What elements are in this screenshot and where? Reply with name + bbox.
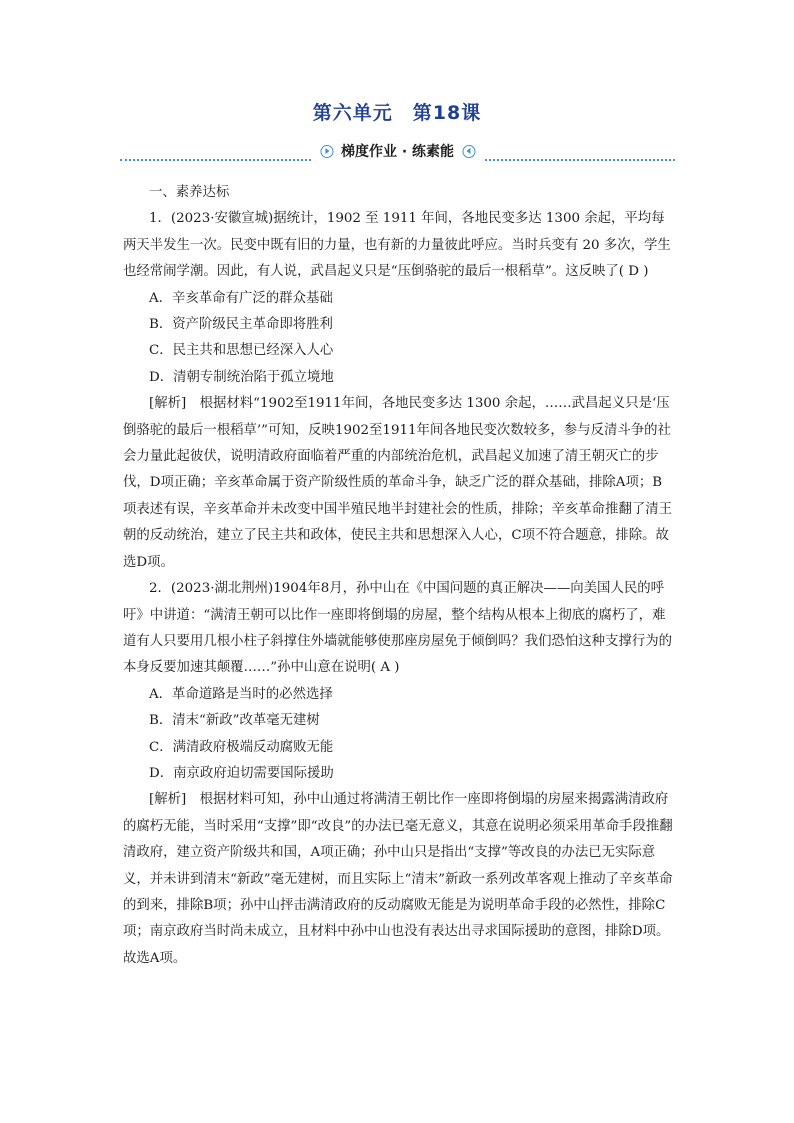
option-c: C．满清政府极端反动腐败无能 (149, 739, 334, 755)
option-d: D．南京政府迫切需要国际援助 (149, 765, 334, 781)
section-heading: 一、素养达标 (149, 185, 230, 200)
analysis-text: 根据材料“1902至1911年间，各地民变多达 1300 余起，……武昌起义只是‘压倒骆驼的最后一根稻草’”可知，反映1902至1911年间各地民变次数较多，参与反清斗争的社会力量此起彼伏，说明清政府面临着严重的内部统治危机，武昌起义加速了清王朝灭亡的步伐，D项正确；辛亥革命属于资产阶级性质的革命斗争，缺乏广泛的群众基础，排除A项；B项表述有误，辛亥革命并未改变中国半殖民地半封建社会的性质，排除；辛亥革命推翻了清王朝的反动统治，建立了民主共和政体，使民主共和思想深入人心，C项不符合题意，排除。故选D项。 (123, 396, 673, 570)
play-left-icon (462, 145, 475, 158)
play-right-icon (320, 145, 333, 158)
analysis-tag: [解析] (149, 396, 187, 412)
banner-label (312, 141, 483, 161)
option-a: A．革命道路是当时的必然选择 (149, 686, 333, 702)
option-c: C．民主共和思想已经深入人心 (149, 343, 334, 359)
option-a: A．辛亥革命有广泛的群众基础 (149, 290, 333, 306)
option-d: D．清朝专制统治陷于孤立境地 (149, 369, 334, 385)
option-b: B．清末“新政”改革毫无建树 (149, 713, 320, 729)
analysis-tag: [解析] (149, 792, 187, 808)
document-body (123, 180, 675, 972)
option-b: B．资产阶级民主革命即将胜利 (149, 317, 333, 333)
question-stem: 2．(2023·湖北荆州)1904年8月，孙中山在《中国问题的真正解决——向美国人民的呼吁》中讲道：“满清王朝可以比作一座即将倒塌的房屋，整个结构从根本上彻底的腐朽了，难道有人只要用几根小柱子斜撑住外墙就能够使那座房屋免于倾倒吗？我们恐怕这种支撑行为的本身反要加速其颠覆……”孙中山意在说明( A ) (123, 581, 673, 676)
page-title: 第六单元 第18课 (312, 102, 482, 124)
banner-text: 梯度作业 · 练素能 (340, 144, 455, 160)
question-stem: 1．(2023·安徽宣城)据统计，1902 至 1911 年间，各地民变多达 1300 余起，平均每两天半发生一次。民变中既有旧的力量，也有新的力量彼此呼应。当时兵变有 20 多次，学生也经常闹学潮。因此，有人说，武昌起义只是“压倒骆驼的最后一根稻草”。这反映了( D ) (123, 211, 671, 280)
section-banner (120, 141, 675, 163)
question-1 (123, 206, 675, 576)
analysis-text: 根据材料可知，孙中山通过将满清王朝比作一座即将倒塌的房屋来揭露满清政府的腐朽无能，当时采用“支撑”即“改良”的办法已毫无意义，其意在说明必须采用革命手段推翻清政府，建立资产阶级共和国，A项正确；孙中山只是指出“支撑”等改良的办法已无实际意义，并未讲到清末“新政”毫无建树，而且实际上“清末”新政一系列改革客观上推动了辛亥革命的到来，排除B项；孙中山抨击满清政府的反动腐败无能是为说明革命手段的必然性，排除C项；南京政府当时尚未成立，且材料中孙中山也没有表达出寻求国际援助的意图，排除D项。故选A项。 (123, 792, 673, 966)
question-2 (123, 576, 675, 972)
analysis (123, 787, 675, 972)
analysis (123, 391, 675, 576)
